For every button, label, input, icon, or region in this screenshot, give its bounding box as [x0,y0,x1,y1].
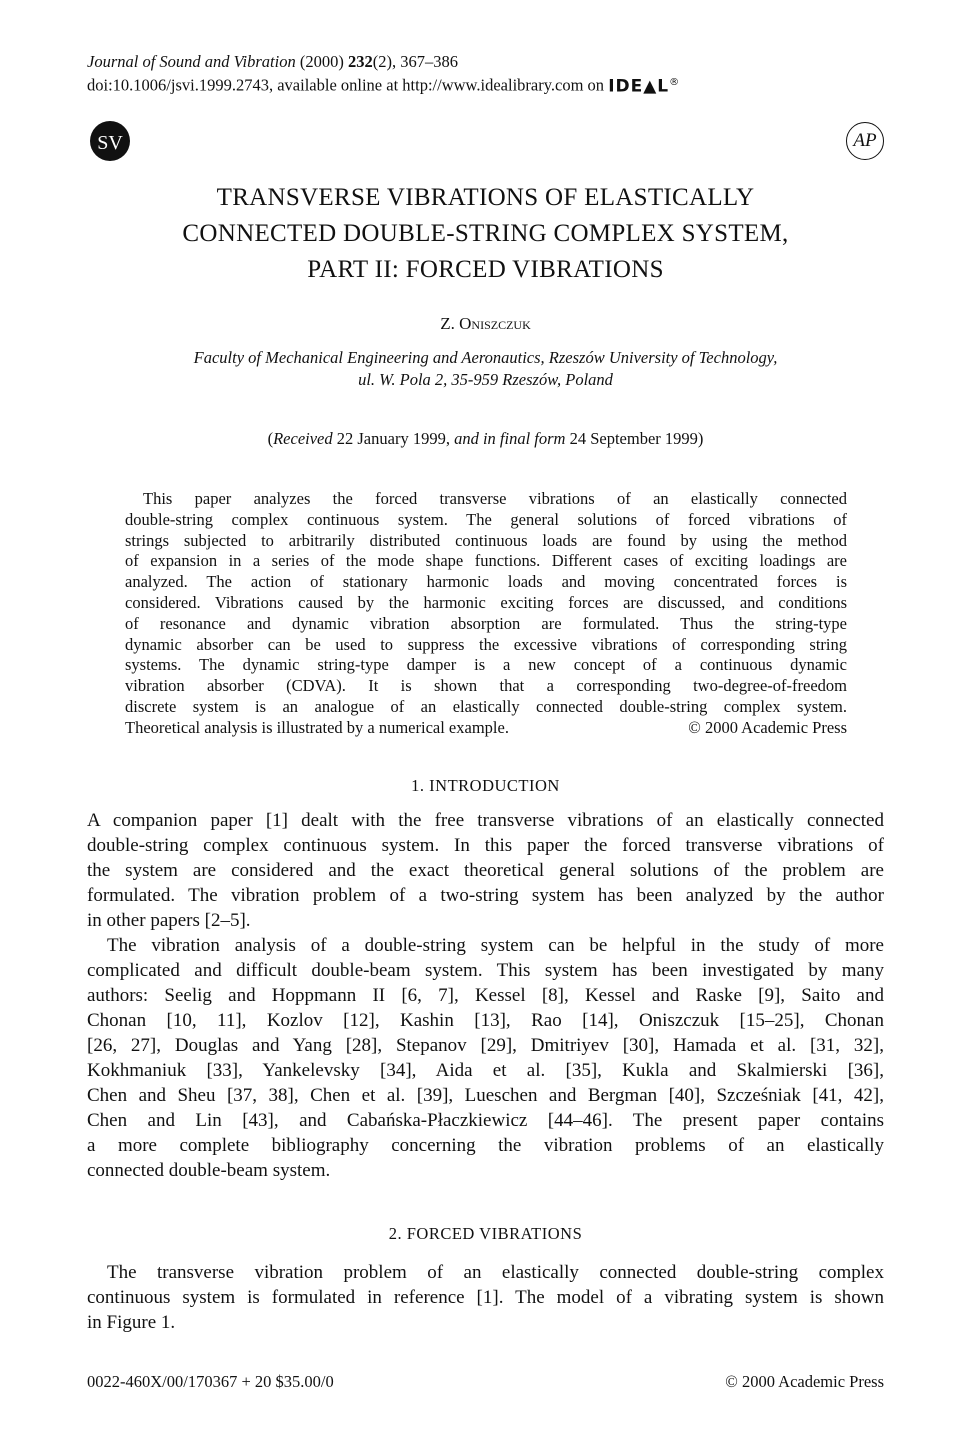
abstract-line: discrete system is an analogue of an elastically connected double-string complex system. [125,696,847,716]
abstract-line: Theoretical analysis is illustrated by a numerical example. © 2000 Academic Press [125,717,847,737]
text-line: the system are considered and the exact theoretical general solutions of the problem are [87,860,884,881]
text-line: Chonan [10, 11], Kozlov [12], Kashin [13], Rao [14], Oniszczuk [15–25], Chonan [87,1010,884,1031]
affiliation: Faculty of Mechanical Engineering and Aeronautics, Rzeszów University of Technology, ul. W. Pola 2, 35-959 Rzeszów, Poland [193,348,778,389]
journal-name: Journal of Sound and Vibration [87,52,296,71]
ap-logo: AP [846,122,884,160]
abstract [125,489,847,739]
text-line: Chen and Lin [43], and Cabańska-Płaczkiewicz [44–46]. The present paper contains [87,1110,884,1131]
abstract-line: considered. Vibrations caused by the harmonic exciting forces are discussed, and conditions [125,592,847,612]
journal-citation: Journal of Sound and Vibration (2000) 232(2), 367–386 [87,52,458,71]
text-line: authors: Seelig and Hoppmann II [6, 7], Kessel [8], Kessel and Raske [9], Saito and [87,985,884,1006]
abstract-line: double-string complex continuous system. The general solutions of forced vibrations of [125,509,847,529]
forced-vibrations-paragraph-1 [87,1260,884,1335]
title-line: PART II: FORCED VIBRATIONS [307,256,664,283]
text-line: double-string complex continuous system. In this paper the forced transverse vibrations of [87,835,884,856]
text-line: The transverse vibration problem of an elastically connected double-string complex [107,1262,884,1283]
abstract-line: dynamic absorber can be used to suppress the excessive vibrations of corresponding string [125,634,847,654]
text-line: a more complete bibliography concerning the vibration problems of an elastically [87,1135,884,1156]
abstract-line: analyzed. The action of stationary harmonic loads and moving concentrated forces is [125,572,847,592]
introduction-paragraph-2 [87,933,884,1183]
abstract-copyright: © 2000 Academic Press [688,717,847,737]
text-line: formulated. The vibration problem of a two-string system has been analyzed by the author [87,885,884,906]
abstract-line: strings subjected to arbitrarily distributed continuous loads are found by using the method [125,530,847,550]
text-line: A companion paper [1] dealt with the free transverse vibrations of an elastically connected [87,810,884,831]
title-line: TRANSVERSE VIBRATIONS OF ELASTICALLY [216,184,755,211]
introduction-paragraph-1 [87,808,884,933]
text-line: The vibration analysis of a double-string system can be helpful in the study of more [107,935,884,956]
text-line: connected double-beam system. [87,1160,331,1181]
text-line: [26, 27], Douglas and Yang [28], Stepanov [29], Dmitriyev [30], Hamada et al. [31, 32], [87,1035,884,1056]
text-line: in Figure 1. [87,1312,176,1333]
journal-volume: 232 [347,52,373,71]
abstract-line: vibration absorber (CDVA). It is shown that a corresponding two-degree-of-freedom [125,676,847,696]
footer-copyright: © 2000 Academic Press [725,1372,884,1391]
abstract-line: systems. The dynamic string-type damper is a new concept of a continuous dynamic [125,655,847,675]
author-surname: Oniszczuk [459,314,531,333]
text-line: complicated and difficult double-beam system. This system has been investigated by many [87,960,884,981]
text-line: Kokhmaniuk [33], Yankelevsky [34], Aida et al. [35], Kukla and Skalmierski [36], [87,1060,884,1081]
author: Z. Oniszczuk [440,314,531,333]
ideal-logo: IDE▲L® [608,76,681,97]
received-dates: (Received 22 January 1999, and in final form 24 September 1999) [267,429,704,448]
abstract-line: This paper analyzes the forced transverse vibrations of an elastically connected [143,489,847,508]
text-line: in other papers [2–5]. [87,910,251,931]
abstract-line: of expansion in a series of the mode shape functions. Different cases of exciting loadings are [125,551,847,571]
text-line: continuous system is formulated in reference [1]. The model of a vibrating system is shown [87,1287,884,1308]
doi-line: doi:10.1006/jsvi.1999.2743, available online at http://www.idealibrary.com on IDE▲L® [87,73,680,97]
abstract-line: of resonance and dynamic vibration absorption are formulated. Thus the string-type [125,613,847,633]
section-heading-introduction: 1. INTRODUCTION [411,776,560,795]
title-line: CONNECTED DOUBLE-STRING COMPLEX SYSTEM, [182,220,789,247]
footer-issn: 0022-460X/00/170367 + 20 $35.00/0 [87,1372,334,1391]
paper-title [60,180,911,288]
section-heading-forced-vibrations: 2. FORCED VIBRATIONS [388,1224,583,1243]
text-line: Chen and Sheu [37, 38], Chen et al. [39], Lueschen and Bergman [40], Szcześniak [41, 42], [87,1085,884,1106]
sv-logo: SV [90,121,130,161]
